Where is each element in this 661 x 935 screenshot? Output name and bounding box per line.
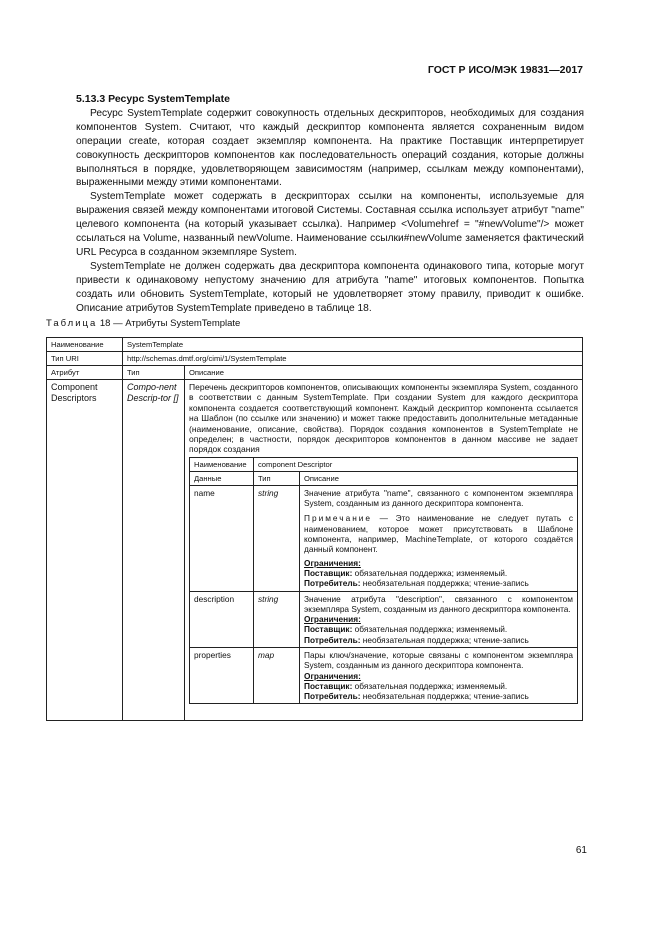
table-row [47,338,583,352]
caption-prefix: Таблица [46,318,98,329]
table-header-row [47,366,583,380]
consumer-line [304,635,573,645]
inner-data-cell: name [190,485,254,591]
consumer-text: необязательная поддержка; чтение-запись [360,691,529,702]
provider-line [304,624,573,634]
uri-label-cell: Тип URI [47,352,123,366]
provider-text: обязательная поддержка; изменяемый. [352,680,508,691]
attr-cell: Component Descriptors [47,380,123,721]
header-type: Тип [123,366,185,380]
note-text: — Это наименование не следует путать с наименованием, которое может присутствовать в Шаблоне компонента, например, MachineTemplate, от которого создаётся данный компонент. [304,513,573,555]
constraints-heading: Ограничения: [304,557,361,568]
inner-name-label: Наименование [190,457,254,471]
uri-value-cell: http://schemas.dmtf.org/cimi/1/SystemTemplate [123,352,583,366]
consumer-line [304,578,573,588]
consumer-text: необязательная поддержка; чтение-запись [360,578,529,589]
table-row [190,591,578,647]
consumer-label: Потребитель: [304,691,361,702]
table-row [190,648,578,704]
consumer-line [304,691,573,701]
paragraph-1: Ресурс SystemTemplate содержит совокупность отдельных дескрипторов, необходимых для создания компонентов System. Считают, что каждый дескриптор компонента является сохраненным видом операции create, которая создает экземпляр компонента. На практике Поставщик интерпретирует совокупность дескрипторов компонентов как последовательность операций создания, которые должны выполняться в порядке, удовлетворяющем зависимостям (например, ссылкам между компонентами), выраженными между этими компонентами. [76,107,584,189]
table-row [190,485,578,591]
note-label: Примечание [304,513,373,524]
attributes-table [46,337,583,721]
consumer-label: Потребитель: [304,634,361,645]
provider-text: обязательная поддержка; изменяемый. [352,567,508,578]
body-text [76,93,584,316]
consumer-label: Потребитель: [304,578,361,589]
header-desc: Описание [185,366,583,380]
inner-data-cell: properties [190,648,254,704]
attr-description: Пары ключ/значение, которые связаны с компонентом экземпляра System, созданным из данного дескриптора компонента. [304,650,573,671]
table-caption [46,318,240,329]
desc-cell [185,380,583,721]
consumer-text: необязательная поддержка; чтение-запись [360,634,529,645]
paragraph-2: SystemTemplate может содержать в дескрипторах ссылки на компоненты, используемые для выражения связей между компонентами итоговой Системы. Составная ссылка использует атрибут "name" целевого компонента (на который указывает ссылка). Например <Volumehref = "#newVolume"/> может ссылаться на Volume, названный newVolume. Наименование ссылки#newVolume заменяется фактический URL Ресурса в созданном экземпляре System. [76,191,584,258]
inner-name-value: component Descriptor [254,457,578,471]
inner-desc-cell [300,485,578,591]
attr-description: Значение атрибута "description", связанного с компонентом экземпляра System, созданным из данного дескриптора компонента. [304,593,573,614]
inner-data-cell: description [190,591,254,647]
paragraph-3: SystemTemplate не должен содержать два дескриптора компонента одинакового типа, которые могут привести к одинаковому непустому значению для атрибута "name" итоговых компонентов. Попытка создать или обновить SystemTemplate, который не удовлетворяет этому правилу, приводит к ошибке. Описание атрибутов SystemTemplate приведено в таблице 18. [76,260,584,314]
table-header-row [190,471,578,485]
provider-label: Поставщик: [304,567,353,578]
provider-label: Поставщик: [304,680,353,691]
inner-header-desc: Описание [300,471,578,485]
page-number: 61 [575,845,587,856]
constraints-heading: Ограничения: [304,670,361,681]
inner-type-cell: string [254,485,300,591]
table-row [47,380,583,721]
table-row [190,457,578,471]
inner-type-cell: map [254,648,300,704]
constraints-heading: Ограничения: [304,614,361,625]
inner-desc-cell [300,648,578,704]
component-descriptor-table [189,457,578,705]
caption-text: 18 — Атрибуты SystemTemplate [99,318,241,329]
attr-description: Значение атрибута "name", связанного с компонентом экземпляра System, созданным из данного дескриптора компонента. [304,487,573,509]
provider-label: Поставщик: [304,624,353,635]
inner-desc-cell [300,591,578,647]
note [304,513,573,554]
component-description: Перечень дескрипторов компонентов, описывающих компоненты экземпляра System, созданного в соответствии с данным SystemTemplate. При создании System для каждого дескриптора компонента создается соответствующий компонент. Каждый дескриптор компонента ссылается на Шаблон (по ссылке или значению) и может также предоставить дополнительные метаданные (наименование, описание, свойства). Порядок создания компонентов в SystemTemplate не определен; в частности, порядок дескрипторов компонентов в данном массиве не задает порядок создания [189,382,578,455]
header-attr: Атрибут [47,366,123,380]
name-value-cell: SystemTemplate [123,338,583,352]
inner-type-cell: string [254,591,300,647]
inner-header-type: Тип [254,471,300,485]
provider-line [304,681,573,691]
table-row [47,352,583,366]
inner-header-data: Данные [190,471,254,485]
name-label-cell: Наименование [47,338,123,352]
section-heading: 5.13.3 Ресурс SystemTemplate [76,93,230,105]
type-cell: Compo-nent Descrip-tor [] [123,380,185,721]
provider-text: обязательная поддержка; изменяемый. [352,624,508,635]
document-header: ГОСТ Р ИСО/МЭК 19831—2017 [427,64,583,76]
provider-line [304,568,573,578]
